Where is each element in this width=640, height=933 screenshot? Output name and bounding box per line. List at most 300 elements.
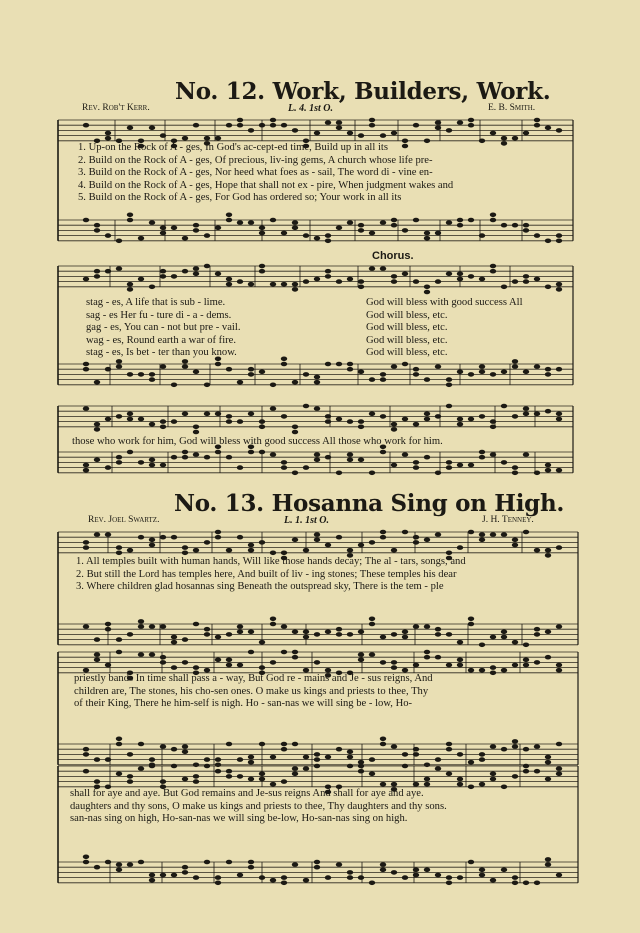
note-head (160, 231, 166, 236)
note-head (160, 364, 166, 369)
note-head (138, 742, 144, 747)
note-head (468, 530, 474, 535)
note-head (534, 233, 540, 238)
note-head (413, 747, 419, 752)
note-head (490, 372, 496, 377)
note-head (391, 427, 397, 432)
note-head (380, 133, 386, 138)
note-head (380, 782, 386, 787)
hymn-13-system-2-lyrics (74, 673, 433, 711)
note-head (358, 133, 364, 138)
note-head (314, 380, 320, 385)
note-head (281, 650, 287, 655)
note-head (523, 406, 529, 411)
note-head (347, 419, 353, 424)
note-head (468, 372, 474, 377)
note-head (83, 545, 89, 550)
note-head (270, 782, 276, 787)
note-head (446, 772, 452, 777)
note-head (336, 417, 342, 422)
note-head (259, 540, 265, 545)
note-head (325, 269, 331, 274)
note-head (534, 364, 540, 369)
note-head (380, 530, 386, 535)
note-head (512, 414, 518, 419)
note-head (259, 226, 265, 231)
note-head (160, 779, 166, 784)
note-head (182, 551, 188, 556)
chorus-label: Chorus. (372, 250, 414, 262)
note-head (149, 422, 155, 427)
note-head (380, 414, 386, 419)
note-head (545, 239, 551, 244)
note-head (380, 220, 386, 225)
note-head (83, 855, 89, 860)
note-head (457, 752, 463, 757)
lyric-line: sag - es Her fu - ture di - a - dems. (86, 309, 232, 321)
note-head (424, 655, 430, 660)
note-head (182, 637, 188, 642)
note-head (248, 760, 254, 765)
note-head (281, 123, 287, 128)
note-head (446, 220, 452, 225)
note-head (149, 126, 155, 131)
note-head (182, 660, 188, 665)
note-head (369, 118, 375, 123)
note-head (457, 875, 463, 880)
note-head (490, 452, 496, 457)
note-head (248, 650, 254, 655)
note-head (347, 277, 353, 282)
note-head (402, 362, 408, 367)
note-head (182, 236, 188, 241)
note-head (336, 226, 342, 231)
note-head (512, 543, 518, 548)
note-head (259, 665, 265, 670)
note-head (391, 463, 397, 468)
note-head (292, 655, 298, 660)
note-head (171, 226, 177, 231)
note-head (556, 287, 562, 292)
note-head (270, 878, 276, 883)
note-head (237, 624, 243, 629)
note-head (193, 430, 199, 435)
note-head (523, 658, 529, 663)
note-head (193, 622, 199, 627)
note-head (501, 404, 507, 409)
note-head (138, 277, 144, 282)
note-head (204, 233, 210, 238)
note-head (435, 757, 441, 762)
note-head (325, 274, 331, 279)
note-head (523, 452, 529, 457)
note-head (292, 630, 298, 635)
note-head (314, 538, 320, 543)
note-head (424, 412, 430, 417)
note-head (105, 367, 111, 372)
lyric-line: priestly bands In time shall pass a - way, But God re - mains and Je - sus reigns, And (74, 673, 433, 684)
note-head (182, 450, 188, 455)
note-head (534, 123, 540, 128)
note-head (138, 417, 144, 422)
note-head (457, 782, 463, 787)
note-head (83, 747, 89, 752)
note-head (523, 412, 529, 417)
note-head (314, 406, 320, 411)
note-head (314, 452, 320, 457)
note-head (358, 223, 364, 228)
note-head (479, 455, 485, 460)
note-head (523, 223, 529, 228)
note-head (347, 452, 353, 457)
note-head (468, 760, 474, 765)
note-head (127, 372, 133, 377)
note-head (369, 266, 375, 271)
note-head (259, 777, 265, 782)
note-head (105, 136, 111, 141)
note-head (490, 635, 496, 640)
note-head (369, 123, 375, 128)
note-head (556, 873, 562, 878)
note-head (512, 774, 518, 779)
note-head (490, 419, 496, 424)
hymn-13-system-3-lyrics (70, 788, 447, 826)
note-head (171, 764, 177, 769)
note-head (270, 123, 276, 128)
note-head (171, 747, 177, 752)
note-head (226, 218, 232, 223)
hymn-13-meter: L. 1. 1st O. (284, 515, 329, 526)
note-head (435, 120, 441, 125)
note-head (149, 624, 155, 629)
note-head (160, 463, 166, 468)
note-head (479, 868, 485, 873)
note-head (160, 624, 166, 629)
note-head (413, 372, 419, 377)
note-head (501, 136, 507, 141)
lyric-line: stag - es, Is bet - ter than you know. (86, 347, 237, 359)
note-head (424, 290, 430, 295)
note-head (105, 860, 111, 865)
note-head (413, 123, 419, 128)
note-head (391, 548, 397, 553)
note-head (479, 414, 485, 419)
note-head (501, 532, 507, 537)
note-head (413, 460, 419, 465)
note-head (435, 532, 441, 537)
note-head (281, 282, 287, 287)
note-head (402, 635, 408, 640)
note-head (94, 658, 100, 663)
note-head (215, 658, 221, 663)
note-head (303, 878, 309, 883)
note-head (171, 535, 177, 540)
note-head (237, 465, 243, 470)
note-head (413, 624, 419, 629)
note-head (468, 417, 474, 422)
note-head (237, 663, 243, 668)
note-head (215, 450, 221, 455)
note-head (193, 875, 199, 880)
note-head (127, 779, 133, 784)
note-head (292, 425, 298, 430)
note-head (314, 764, 320, 769)
note-head (490, 665, 496, 670)
note-head (523, 663, 529, 668)
note-head (292, 538, 298, 543)
note-head (171, 665, 177, 670)
note-head (391, 131, 397, 136)
note-head (149, 377, 155, 382)
note-head (204, 627, 210, 632)
note-head (424, 650, 430, 655)
note-head (248, 860, 254, 865)
note-head (501, 460, 507, 465)
note-head (424, 538, 430, 543)
note-head (314, 458, 320, 463)
note-head (270, 383, 276, 388)
note-head (270, 452, 276, 457)
note-head (292, 220, 298, 225)
note-head (424, 777, 430, 782)
note-head (490, 269, 496, 274)
note-head (556, 742, 562, 747)
note-head (105, 269, 111, 274)
note-head (468, 622, 474, 627)
note-head (303, 548, 309, 553)
note-head (149, 652, 155, 657)
note-head (457, 777, 463, 782)
note-head (380, 862, 386, 867)
note-head (391, 744, 397, 749)
note-head (182, 545, 188, 550)
note-head (83, 277, 89, 282)
note-head (501, 868, 507, 873)
lyric-line: of their King, There he him-self is nigh. Ho - san-nas we will sing be - low, Ho- (74, 698, 413, 710)
note-head (116, 862, 122, 867)
note-head (424, 285, 430, 290)
note-head (226, 419, 232, 424)
note-head (545, 857, 551, 862)
note-head (380, 450, 386, 455)
note-head (402, 530, 408, 535)
note-head (226, 658, 232, 663)
note-head (424, 868, 430, 873)
note-head (248, 777, 254, 782)
note-head (292, 128, 298, 133)
note-head (292, 742, 298, 747)
note-head (314, 660, 320, 665)
note-head (435, 632, 441, 637)
note-head (413, 218, 419, 223)
note-head (347, 220, 353, 225)
note-head (545, 760, 551, 765)
note-head (413, 422, 419, 427)
note-head (325, 233, 331, 238)
note-head (413, 535, 419, 540)
note-head (182, 777, 188, 782)
note-head (446, 632, 452, 637)
note-head (457, 658, 463, 663)
note-head (545, 655, 551, 660)
note-head (204, 136, 210, 141)
note-head (369, 881, 375, 886)
note-head (149, 463, 155, 468)
note-head (83, 123, 89, 128)
note-head (259, 264, 265, 269)
note-head (523, 370, 529, 375)
note-head (193, 123, 199, 128)
note-head (501, 747, 507, 752)
note-head (259, 370, 265, 375)
note-head (336, 747, 342, 752)
note-head (149, 764, 155, 769)
note-head (512, 744, 518, 749)
note-head (116, 455, 122, 460)
hymn-12-chorus-lyrics (366, 297, 523, 360)
note-head (501, 223, 507, 228)
note-head (347, 458, 353, 463)
note-head (281, 875, 287, 880)
note-head (534, 744, 540, 749)
note-head (523, 274, 529, 279)
note-head (127, 282, 133, 287)
note-head (237, 123, 243, 128)
note-head (105, 131, 111, 136)
note-head (94, 865, 100, 870)
note-head (94, 458, 100, 463)
hymn-12-system-2-lyrics (86, 297, 240, 360)
note-head (248, 367, 254, 372)
note-head (237, 220, 243, 225)
note-head (446, 551, 452, 556)
lyric-line: 3. Build on the Rock of A - ges, Nor heed what foes as - sail, The word di - vine en- (78, 167, 433, 179)
lyric-line: wag - es, Round earth a war of fire. (86, 334, 237, 346)
note-head (314, 277, 320, 282)
note-head (226, 455, 232, 460)
note-head (193, 223, 199, 228)
note-head (501, 370, 507, 375)
note-head (325, 875, 331, 880)
note-head (512, 881, 518, 886)
note-head (226, 123, 232, 128)
note-head (402, 452, 408, 457)
note-head (83, 362, 89, 367)
note-head (215, 530, 221, 535)
note-head (347, 548, 353, 553)
note-head (248, 128, 254, 133)
hymn-13-author: Rev. Joel Swartz. (88, 515, 160, 525)
note-head (94, 380, 100, 385)
lyric-line: 5. Build on the Rock of A - ges, For God has ordered so; Your work in all its (78, 192, 402, 204)
note-head (314, 860, 320, 865)
note-head (347, 131, 353, 136)
note-head (182, 364, 188, 369)
note-head (193, 774, 199, 779)
note-head (259, 450, 265, 455)
note-head (193, 228, 199, 233)
note-head (501, 285, 507, 290)
note-head (270, 617, 276, 622)
note-head (402, 272, 408, 277)
lyric-line: 1. Up-on the Rock of A - ges, In God's ac-cept-ed time, Build up in all its (78, 142, 388, 153)
note-head (446, 128, 452, 133)
note-head (270, 551, 276, 556)
note-head (127, 126, 133, 131)
note-head (479, 450, 485, 455)
note-head (534, 632, 540, 637)
note-head (512, 364, 518, 369)
note-head (534, 412, 540, 417)
hymn-12-title: No. 12. Work, Builders, Work. (175, 78, 551, 105)
note-head (259, 742, 265, 747)
lyric-line: gag - es, You can - not but pre - vail. (86, 322, 241, 334)
note-head (160, 274, 166, 279)
note-head (127, 548, 133, 553)
note-head (215, 136, 221, 141)
note-head (138, 766, 144, 771)
lyric-line: 1. All temples built with human hands, Will like those hands decay; The al - tars, songs, and (76, 556, 466, 567)
note-head (127, 218, 133, 223)
note-head (149, 538, 155, 543)
note-head (215, 763, 221, 768)
note-head (391, 218, 397, 223)
note-head (94, 427, 100, 432)
note-head (215, 412, 221, 417)
note-head (424, 624, 430, 629)
lyric-line: children are, The stones, his cho-sen ones. O make us kings and priests to thee, Thy (74, 685, 429, 697)
note-head (270, 660, 276, 665)
note-head (523, 881, 529, 886)
note-head (523, 643, 529, 648)
lyric-line: God will bless, etc. (366, 309, 448, 321)
note-head (204, 668, 210, 673)
note-head (270, 755, 276, 760)
note-head (413, 752, 419, 757)
note-head (391, 279, 397, 284)
note-head (215, 881, 221, 886)
note-head (314, 632, 320, 637)
note-head (446, 460, 452, 465)
note-head (534, 769, 540, 774)
note-head (512, 538, 518, 543)
note-head (501, 668, 507, 673)
note-head (215, 875, 221, 880)
note-head (545, 630, 551, 635)
note-head (248, 220, 254, 225)
note-head (138, 624, 144, 629)
note-head (347, 755, 353, 760)
note-head (259, 640, 265, 645)
note-head (204, 632, 210, 637)
note-head (336, 862, 342, 867)
note-head (325, 362, 331, 367)
note-head (380, 737, 386, 742)
note-head (105, 465, 111, 470)
note-head (556, 766, 562, 771)
note-head (171, 419, 177, 424)
note-head (391, 223, 397, 228)
note-head (127, 632, 133, 637)
note-head (138, 652, 144, 657)
note-head (105, 663, 111, 668)
note-head (226, 860, 232, 865)
note-head (160, 419, 166, 424)
note-head (149, 878, 155, 883)
note-head (501, 630, 507, 635)
note-head (369, 772, 375, 777)
note-head (182, 750, 188, 755)
